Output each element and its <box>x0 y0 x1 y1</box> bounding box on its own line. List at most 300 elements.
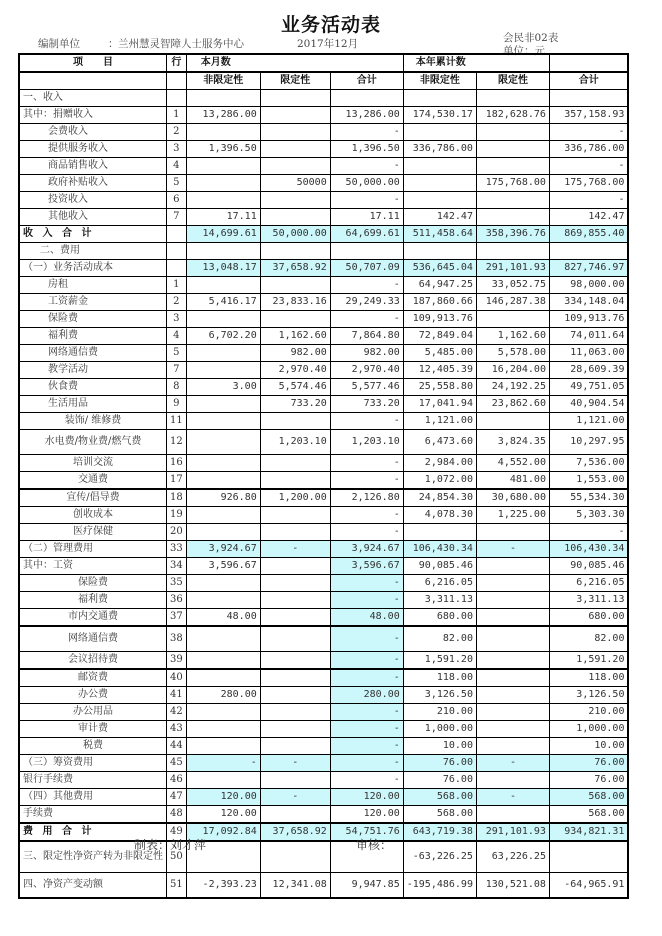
cell-month-total: - <box>330 413 403 430</box>
cell-year-total: 357,158.93 <box>549 107 628 124</box>
cell-month-restricted <box>260 721 330 738</box>
cell-month-total: 50,000.00 <box>330 175 403 192</box>
cell-month-restricted: - <box>260 755 330 772</box>
row-label: 商品销售收入 <box>19 158 167 175</box>
cell-year-total: 5,303.30 <box>549 507 628 524</box>
row-number: 35 <box>167 575 187 592</box>
report-period: 2017年12月 <box>297 38 359 50</box>
cell-month-restricted <box>260 413 330 430</box>
cell-month-total: - <box>330 721 403 738</box>
cell-month-total: 29,249.33 <box>330 294 403 311</box>
row-label: 教学活动 <box>19 362 167 379</box>
cell-month-total: 120.00 <box>330 789 403 806</box>
cell-month-restricted <box>260 472 330 490</box>
cell-year-unrestricted: 25,558.80 <box>403 379 476 396</box>
cell-month-unrestricted <box>186 124 260 141</box>
cell-month-restricted: 37,658.92 <box>260 823 330 841</box>
cell-month-unrestricted: 48.00 <box>186 609 260 627</box>
cell-year-total: 3,311.13 <box>549 592 628 609</box>
row-number: 20 <box>167 524 187 541</box>
cell-year-restricted <box>476 704 549 721</box>
row-label: 三、限定性净资产转为非限定性 <box>19 841 167 873</box>
cell-month-unrestricted <box>186 575 260 592</box>
row-number: 42 <box>167 704 187 721</box>
cell-year-unrestricted: 680.00 <box>403 609 476 627</box>
cell-month-restricted <box>260 841 330 873</box>
cell-month-restricted: - <box>260 789 330 806</box>
row-number: 4 <box>167 328 187 345</box>
table-row <box>19 841 628 873</box>
cell-month-total: - <box>330 755 403 772</box>
cell-month-restricted: 1,200.00 <box>260 489 330 507</box>
table-row <box>19 107 628 124</box>
cell-year-unrestricted: 10.00 <box>403 738 476 755</box>
cell-month-restricted: 1,203.10 <box>260 430 330 455</box>
table-row <box>19 772 628 789</box>
header-item: 项 目 <box>19 54 167 72</box>
cell-month-restricted <box>260 243 330 260</box>
row-label: （一）业务活动成本 <box>19 260 167 277</box>
cell-year-total: 76.00 <box>549 755 628 772</box>
row-label: 手续费 <box>19 806 167 824</box>
row-number: 46 <box>167 772 187 789</box>
cell-month-unrestricted <box>186 738 260 755</box>
cell-month-unrestricted: 5,416.17 <box>186 294 260 311</box>
header-month-group: 本月数 <box>186 54 403 72</box>
row-label: 费 用 合 计 <box>19 823 167 841</box>
row-number: 38 <box>167 626 187 652</box>
row-number: 49 <box>167 823 187 841</box>
cell-year-total: 568.00 <box>549 789 628 806</box>
cell-year-restricted: 1,162.60 <box>476 328 549 345</box>
row-number <box>167 243 187 260</box>
cell-month-total: - <box>330 626 403 652</box>
cell-year-unrestricted: 6,216.05 <box>403 575 476 592</box>
cell-month-restricted: 50,000.00 <box>260 226 330 243</box>
cell-year-unrestricted: 4,078.30 <box>403 507 476 524</box>
cell-year-total: 28,609.39 <box>549 362 628 379</box>
cell-year-total: 334,148.04 <box>549 294 628 311</box>
cell-month-total: 7,864.80 <box>330 328 403 345</box>
cell-month-total: 9,947.85 <box>330 873 403 899</box>
cell-year-restricted: 5,578.00 <box>476 345 549 362</box>
cell-month-total: 54,751.76 <box>330 823 403 841</box>
cell-month-unrestricted: 1,396.50 <box>186 141 260 158</box>
cell-year-unrestricted <box>403 524 476 541</box>
cell-month-restricted: 12,341.08 <box>260 873 330 899</box>
row-number: 50 <box>167 841 187 873</box>
row-number: 48 <box>167 806 187 824</box>
cell-month-total: 1,396.50 <box>330 141 403 158</box>
row-label: （二）管理费用 <box>19 541 167 558</box>
table-row <box>19 243 628 260</box>
cell-month-unrestricted: 3,596.67 <box>186 558 260 575</box>
row-label: 收 入 合 计 <box>19 226 167 243</box>
cell-month-unrestricted: - <box>186 755 260 772</box>
row-number: 6 <box>167 192 187 209</box>
cell-year-restricted <box>476 687 549 704</box>
row-number: 7 <box>167 209 187 226</box>
cell-year-restricted <box>476 575 549 592</box>
cell-month-restricted: 2,970.40 <box>260 362 330 379</box>
row-number: 2 <box>167 294 187 311</box>
cell-year-restricted <box>476 524 549 541</box>
cell-year-total: 680.00 <box>549 609 628 627</box>
row-number: 36 <box>167 592 187 609</box>
cell-month-unrestricted: 6,702.20 <box>186 328 260 345</box>
row-number: 41 <box>167 687 187 704</box>
cell-month-total: 2,970.40 <box>330 362 403 379</box>
cell-year-unrestricted: 1,591.20 <box>403 652 476 670</box>
cell-month-restricted <box>260 311 330 328</box>
row-label: 宣传/倡导费 <box>19 489 167 507</box>
header-month-unrestricted: 非限定性 <box>186 72 260 90</box>
cell-month-restricted: 982.00 <box>260 345 330 362</box>
cell-month-total: 1,203.10 <box>330 430 403 455</box>
cell-month-restricted <box>260 524 330 541</box>
cell-year-restricted: 130,521.08 <box>476 873 549 899</box>
cell-month-restricted <box>260 277 330 294</box>
table-row <box>19 430 628 455</box>
cell-year-total: 109,913.76 <box>549 311 628 328</box>
cell-month-restricted: 5,574.46 <box>260 379 330 396</box>
cell-year-total: 7,536.00 <box>549 455 628 472</box>
cell-year-unrestricted <box>403 90 476 107</box>
row-label: 其中：工资 <box>19 558 167 575</box>
cell-month-unrestricted: -2,393.23 <box>186 873 260 899</box>
cell-year-unrestricted: 3,126.50 <box>403 687 476 704</box>
table-row <box>19 626 628 652</box>
cell-year-restricted: 3,824.35 <box>476 430 549 455</box>
cell-month-restricted <box>260 806 330 824</box>
cell-year-restricted: 358,396.76 <box>476 226 549 243</box>
table-row <box>19 396 628 413</box>
cell-year-unrestricted: 5,485.00 <box>403 345 476 362</box>
cell-month-unrestricted <box>186 277 260 294</box>
cell-month-unrestricted: 17,092.84 <box>186 823 260 841</box>
cell-year-restricted <box>476 192 549 209</box>
cell-year-restricted <box>476 626 549 652</box>
row-number: 18 <box>167 489 187 507</box>
row-number: 12 <box>167 430 187 455</box>
cell-year-total: 1,591.20 <box>549 652 628 670</box>
row-label: 税费 <box>19 738 167 755</box>
cell-year-restricted <box>476 311 549 328</box>
row-label: 政府补贴收入 <box>19 175 167 192</box>
cell-year-unrestricted <box>403 158 476 175</box>
cell-month-restricted <box>260 124 330 141</box>
cell-month-unrestricted <box>186 90 260 107</box>
cell-month-unrestricted <box>186 704 260 721</box>
cell-month-unrestricted <box>186 721 260 738</box>
cell-month-total: 64,699.61 <box>330 226 403 243</box>
row-label: 办公用品 <box>19 704 167 721</box>
cell-year-total: 118.00 <box>549 669 628 687</box>
cell-month-unrestricted: 13,048.17 <box>186 260 260 277</box>
cell-month-unrestricted <box>186 311 260 328</box>
cell-year-unrestricted: 24,854.30 <box>403 489 476 507</box>
cell-year-total: 3,126.50 <box>549 687 628 704</box>
cell-month-unrestricted <box>186 175 260 192</box>
cell-year-total: - <box>549 158 628 175</box>
table-row <box>19 455 628 472</box>
table-row <box>19 575 628 592</box>
cell-month-restricted <box>260 738 330 755</box>
cell-year-restricted: 175,768.00 <box>476 175 549 192</box>
cell-month-unrestricted <box>186 243 260 260</box>
row-number: 4 <box>167 158 187 175</box>
table-row <box>19 472 628 490</box>
cell-month-unrestricted: 120.00 <box>186 806 260 824</box>
header-blank-item <box>19 72 167 90</box>
cell-month-unrestricted <box>186 772 260 789</box>
cell-month-unrestricted: 3.00 <box>186 379 260 396</box>
cell-month-total: 280.00 <box>330 687 403 704</box>
table-row <box>19 90 628 107</box>
row-label: 会议招待费 <box>19 652 167 670</box>
cell-year-unrestricted: 72,849.04 <box>403 328 476 345</box>
row-label: 装饰/ 维修费 <box>19 413 167 430</box>
row-number <box>167 260 187 277</box>
cell-month-total: - <box>330 192 403 209</box>
cell-month-unrestricted: 17.11 <box>186 209 260 226</box>
cell-year-unrestricted: 12,405.39 <box>403 362 476 379</box>
form-code: 会民非02表 <box>503 32 559 44</box>
row-number: 33 <box>167 541 187 558</box>
row-label: 网络通信费 <box>19 345 167 362</box>
header-month-restricted: 限定性 <box>260 72 330 90</box>
table-row <box>19 541 628 558</box>
cell-year-restricted <box>476 592 549 609</box>
row-number: 1 <box>167 277 187 294</box>
cell-year-total: 106,430.34 <box>549 541 628 558</box>
cell-month-unrestricted <box>186 507 260 524</box>
cell-year-total: 1,000.00 <box>549 721 628 738</box>
row-number: 45 <box>167 755 187 772</box>
table-row <box>19 345 628 362</box>
row-label: 福利费 <box>19 592 167 609</box>
cell-year-total: 934,821.31 <box>549 823 628 841</box>
cell-month-restricted: 23,833.16 <box>260 294 330 311</box>
cell-year-restricted <box>476 652 549 670</box>
cell-month-restricted <box>260 609 330 627</box>
table-row <box>19 141 628 158</box>
row-number: 1 <box>167 107 187 124</box>
table-row <box>19 124 628 141</box>
cell-month-restricted <box>260 455 330 472</box>
cell-year-unrestricted: 1,000.00 <box>403 721 476 738</box>
row-label: 生活用品 <box>19 396 167 413</box>
table-row <box>19 721 628 738</box>
header-year-group: 本年累计数 <box>403 54 549 72</box>
cell-month-total: - <box>330 592 403 609</box>
org-colon: ： <box>108 38 119 50</box>
cell-month-restricted: 37,658.92 <box>260 260 330 277</box>
cell-year-unrestricted: 142.47 <box>403 209 476 226</box>
cell-month-total: 50,707.09 <box>330 260 403 277</box>
cell-month-restricted <box>260 575 330 592</box>
row-number: 39 <box>167 652 187 670</box>
cell-year-total: - <box>549 192 628 209</box>
cell-year-total: 210.00 <box>549 704 628 721</box>
cell-year-restricted: 481.00 <box>476 472 549 490</box>
table-row <box>19 209 628 226</box>
cell-year-restricted <box>476 90 549 107</box>
table-row <box>19 226 628 243</box>
row-number: 9 <box>167 396 187 413</box>
cell-year-total: 55,534.30 <box>549 489 628 507</box>
row-number: 8 <box>167 379 187 396</box>
row-number: 47 <box>167 789 187 806</box>
row-label: 邮资费 <box>19 669 167 687</box>
table-row <box>19 158 628 175</box>
cell-year-total: 869,855.40 <box>549 226 628 243</box>
cell-year-total: 175,768.00 <box>549 175 628 192</box>
table-row <box>19 669 628 687</box>
cell-year-unrestricted <box>403 124 476 141</box>
cell-year-restricted: - <box>476 755 549 772</box>
cell-year-unrestricted: 82.00 <box>403 626 476 652</box>
row-label: （四）其他费用 <box>19 789 167 806</box>
cell-month-total: - <box>330 277 403 294</box>
cell-year-unrestricted: -63,226.25 <box>403 841 476 873</box>
cell-month-restricted <box>260 507 330 524</box>
cell-month-unrestricted <box>186 362 260 379</box>
row-number: 5 <box>167 345 187 362</box>
row-label: （三）筹资费用 <box>19 755 167 772</box>
cell-year-unrestricted: 568.00 <box>403 806 476 824</box>
cell-year-total: 568.00 <box>549 806 628 824</box>
cell-year-total: 1,553.00 <box>549 472 628 490</box>
cell-year-unrestricted <box>403 192 476 209</box>
cell-month-restricted <box>260 772 330 789</box>
cell-month-total: - <box>330 575 403 592</box>
row-label: 交通费 <box>19 472 167 490</box>
cell-year-restricted: 63,226.25 <box>476 841 549 873</box>
cell-year-restricted <box>476 124 549 141</box>
header-row-no: 行 <box>167 54 187 72</box>
cell-month-total: - <box>330 772 403 789</box>
cell-month-restricted <box>260 592 330 609</box>
row-label: 银行手续费 <box>19 772 167 789</box>
row-number: 40 <box>167 669 187 687</box>
cell-year-total: - <box>549 124 628 141</box>
cell-year-unrestricted: 76.00 <box>403 772 476 789</box>
table-row <box>19 524 628 541</box>
table-row <box>19 507 628 524</box>
cell-month-unrestricted <box>186 669 260 687</box>
row-label: 投资收入 <box>19 192 167 209</box>
cell-month-total <box>330 243 403 260</box>
cell-month-restricted <box>260 626 330 652</box>
cell-month-restricted <box>260 669 330 687</box>
header-year-unrestricted: 非限定性 <box>403 72 476 90</box>
cell-month-unrestricted <box>186 472 260 490</box>
report-title: 业务活动表 <box>280 14 381 36</box>
cell-year-total: -64,965.91 <box>549 873 628 899</box>
row-label: 福利费 <box>19 328 167 345</box>
org-name: 兰州慧灵智障人士服务中心 <box>118 38 244 50</box>
row-label: 其中：捐赠收入 <box>19 107 167 124</box>
activity-report-table <box>18 53 629 899</box>
cell-year-restricted <box>476 806 549 824</box>
audited-by: 审核： <box>356 838 393 852</box>
cell-year-total: 90,085.46 <box>549 558 628 575</box>
table-row <box>19 413 628 430</box>
row-number: 37 <box>167 609 187 627</box>
row-label: 其他收入 <box>19 209 167 226</box>
cell-year-total: 142.47 <box>549 209 628 226</box>
cell-year-unrestricted: 2,984.00 <box>403 455 476 472</box>
table-row <box>19 806 628 824</box>
cell-year-restricted: 30,680.00 <box>476 489 549 507</box>
row-label: 创收成本 <box>19 507 167 524</box>
cell-year-restricted <box>476 721 549 738</box>
row-number: 51 <box>167 873 187 899</box>
cell-year-total: 49,751.05 <box>549 379 628 396</box>
cell-month-total: - <box>330 455 403 472</box>
cell-month-total: 13,286.00 <box>330 107 403 124</box>
cell-year-unrestricted: 17,041.94 <box>403 396 476 413</box>
table-row <box>19 260 628 277</box>
cell-year-restricted <box>476 609 549 627</box>
cell-month-unrestricted <box>186 652 260 670</box>
cell-month-unrestricted: 3,924.67 <box>186 541 260 558</box>
row-number: 43 <box>167 721 187 738</box>
cell-year-total <box>549 243 628 260</box>
header-blank-row <box>167 72 187 90</box>
cell-year-unrestricted: 536,645.04 <box>403 260 476 277</box>
row-label: 四、净资产变动额 <box>19 873 167 899</box>
cell-year-unrestricted: 64,947.25 <box>403 277 476 294</box>
table-row <box>19 294 628 311</box>
cell-month-restricted <box>260 687 330 704</box>
cell-month-total: 2,126.80 <box>330 489 403 507</box>
row-label: 保险费 <box>19 575 167 592</box>
cell-month-total: - <box>330 311 403 328</box>
row-number: 19 <box>167 507 187 524</box>
cell-month-unrestricted <box>186 192 260 209</box>
cell-year-total: 10.00 <box>549 738 628 755</box>
org-label: 编制单位 <box>38 38 80 50</box>
cell-month-restricted <box>260 558 330 575</box>
cell-month-total: - <box>330 669 403 687</box>
cell-year-restricted <box>476 413 549 430</box>
row-number <box>167 226 187 243</box>
cell-year-unrestricted <box>403 243 476 260</box>
cell-year-total <box>549 841 628 873</box>
cell-year-restricted: 291,101.93 <box>476 260 549 277</box>
cell-month-total <box>330 90 403 107</box>
table-row <box>19 328 628 345</box>
row-label: 审计费 <box>19 721 167 738</box>
cell-month-unrestricted: 280.00 <box>186 687 260 704</box>
cell-year-total: 82.00 <box>549 626 628 652</box>
cell-month-unrestricted <box>186 158 260 175</box>
cell-month-total: 733.20 <box>330 396 403 413</box>
cell-year-unrestricted: 6,473.60 <box>403 430 476 455</box>
table-row <box>19 362 628 379</box>
cell-month-total: - <box>330 507 403 524</box>
cell-year-total: 10,297.95 <box>549 430 628 455</box>
row-label: 会费收入 <box>19 124 167 141</box>
cell-month-unrestricted <box>186 626 260 652</box>
row-label: 伙食费 <box>19 379 167 396</box>
header-year-total: 合计 <box>549 72 628 90</box>
cell-year-unrestricted: 210.00 <box>403 704 476 721</box>
cell-month-restricted <box>260 192 330 209</box>
table-row <box>19 379 628 396</box>
